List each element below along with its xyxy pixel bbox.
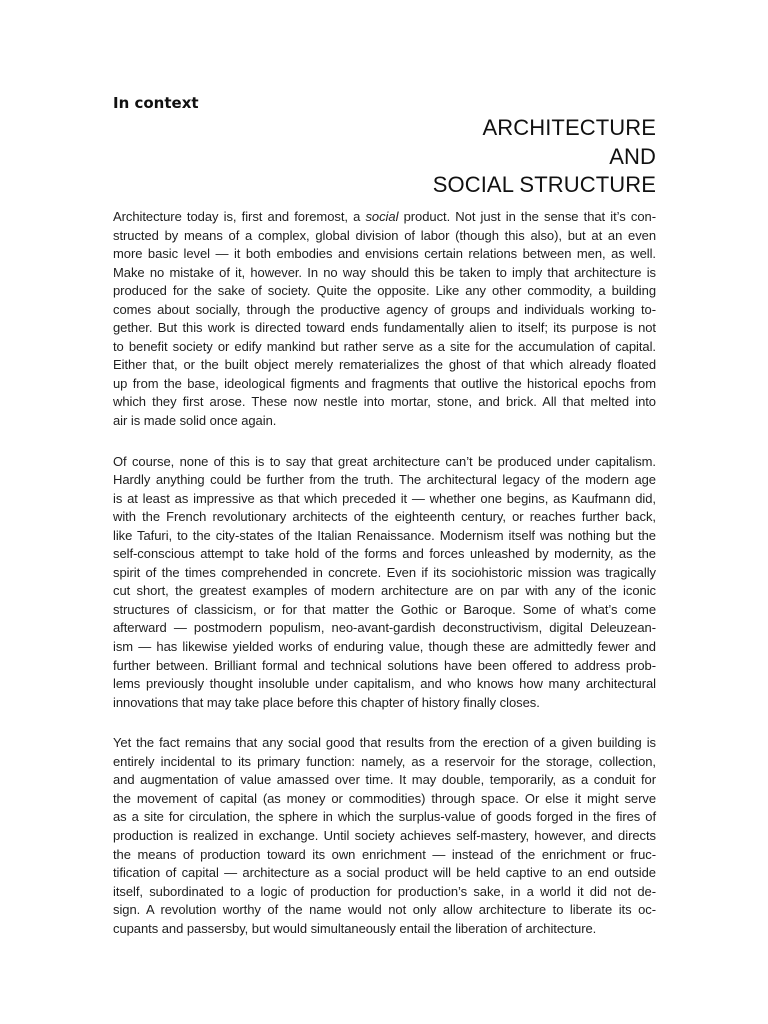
paragraph-line: with the French revolutionary architects of the eighteenth century, or reaches further back, <box>113 509 656 525</box>
document-page <box>113 0 656 1024</box>
paragraph-line: more basic level — it both embodies and envisions certain relations between men, as well. <box>113 246 656 262</box>
paragraph-line: tification of capital — architecture as a social product will be held captive to an end outside <box>113 865 656 881</box>
emphasis-suffix: product. Not just in the sense that it’s con- <box>398 209 656 224</box>
paragraph-line: self-conscious attempt to take hold of the forms and forces unleashed by modernity, as the <box>113 546 656 562</box>
paragraph-line: structures of classicism, or for that matter the Gothic or Baroque. Some of what’s come <box>113 601 656 617</box>
paragraph-3 <box>113 734 656 938</box>
paragraph-2 <box>113 453 656 713</box>
paragraph-line: further between. Brilliant formal and technical solutions have been offered to address prob- <box>113 657 656 673</box>
paragraph-line: sign. A revolution worthy of the name would not only allow architecture to liberate its oc- <box>113 902 656 918</box>
paragraph-line: afterward — postmodern populism, neo-avant-gardish deconstructivism, digital Deleuzean- <box>113 620 656 636</box>
paragraph-line: Either that, or the built object merely rematerializes the ghost of that which already floated <box>113 357 656 373</box>
paragraph-line: is at least as impressive as that which preceded it — whether one begins, as Kaufmann did, <box>113 490 656 506</box>
paragraph-line: to benefit society or edify mankind but rather serve as a site for the accumulation of capital. <box>113 338 656 354</box>
paragraph-line: structed by means of a complex, global division of labor (though this also), but at an even <box>113 227 656 243</box>
body-text <box>113 208 656 960</box>
paragraph-line: which they first arose. These now nestle into mortar, stone, and brick. All that melted into <box>113 394 656 410</box>
title-line: AND <box>609 143 656 169</box>
paragraph-line: spirit of the times comprehended in concrete. Even if its sociohistoric mission was tragically <box>113 564 656 580</box>
paragraph-line: lems previously thought insoluble under capitalism, and who knows how many architectural <box>113 676 656 692</box>
paragraph-line: air is made solid once again. <box>113 413 277 429</box>
paragraph-1 <box>113 208 656 431</box>
paragraph-line: as a site for circulation, the sphere in which the surplus-value of goods forged in the fires of <box>113 809 656 825</box>
paragraph-line: gether. But this work is directed toward ends fundamentally alien to itself; its purpose is not <box>113 320 656 336</box>
emphasis-prefix: Architecture today is, first and foremost, a <box>113 209 366 224</box>
paragraph-line: Make no mistake of it, however. In no way should this be taken to imply that architecture is <box>113 264 656 280</box>
paragraph-line: Yet the fact remains that any social good that results from the erection of a given building is <box>113 735 656 751</box>
paragraph-line: the means of production toward its own enrichment — instead of the enrichment or fruc- <box>113 846 656 862</box>
paragraph-line: ism — has likewise yielded works of enduring value, though these are admittedly fewer and <box>113 639 656 655</box>
paragraph-line-emphasis <box>113 208 656 227</box>
paragraph-line: entirely incidental to its primary function: namely, as a reservoir for the storage, collection, <box>113 753 656 769</box>
paragraph-line: like Tafuri, to the city-states of the Italian Renaissance. Modernism itself was nothing but the <box>113 527 656 543</box>
paragraph-line: Hardly anything could be further from the truth. The architectural legacy of the modern age <box>113 472 656 488</box>
paragraph-line: the movement of capital (as money or commodities) through space. Or else it might serve <box>113 790 656 806</box>
paragraph-line: innovations that may take place before this chapter of history finally closes. <box>113 694 540 710</box>
paragraph-line: cut short, the greatest examples of modern architecture are on par with any of the iconic <box>113 583 656 599</box>
paragraph-line: and augmentation of value amassed over time. It may double, temporarily, as a conduit for <box>113 772 656 788</box>
title-line: ARCHITECTURE <box>482 115 656 140</box>
paragraph-line: produced for the sake of society. Quite the opposite. Like any other commodity, a building <box>113 283 656 299</box>
paragraph-line: comes about socially, through the productive agency of groups and individuals working to- <box>113 301 656 317</box>
paragraph-line: itself, subordinated to a logic of production for production’s sake, in a world it did not de- <box>113 883 656 899</box>
emphasis-word: social <box>365 209 399 224</box>
paragraph-line: cupants and passersby, but would simultaneously entail the liberation of architecture. <box>113 920 597 936</box>
article-title <box>433 114 656 200</box>
title-line: SOCIAL STRUCTURE <box>432 172 656 197</box>
paragraph-line: Of course, none of this is to say that great architecture can’t be produced under capitalism. <box>113 453 656 469</box>
section-label: In context <box>113 94 199 112</box>
paragraph-line: production is realized in exchange. Until society achieves self-mastery, however, and directs <box>113 827 656 843</box>
paragraph-line: up from the base, ideological figments and fragments that outlive the historical epochs from <box>113 375 656 391</box>
